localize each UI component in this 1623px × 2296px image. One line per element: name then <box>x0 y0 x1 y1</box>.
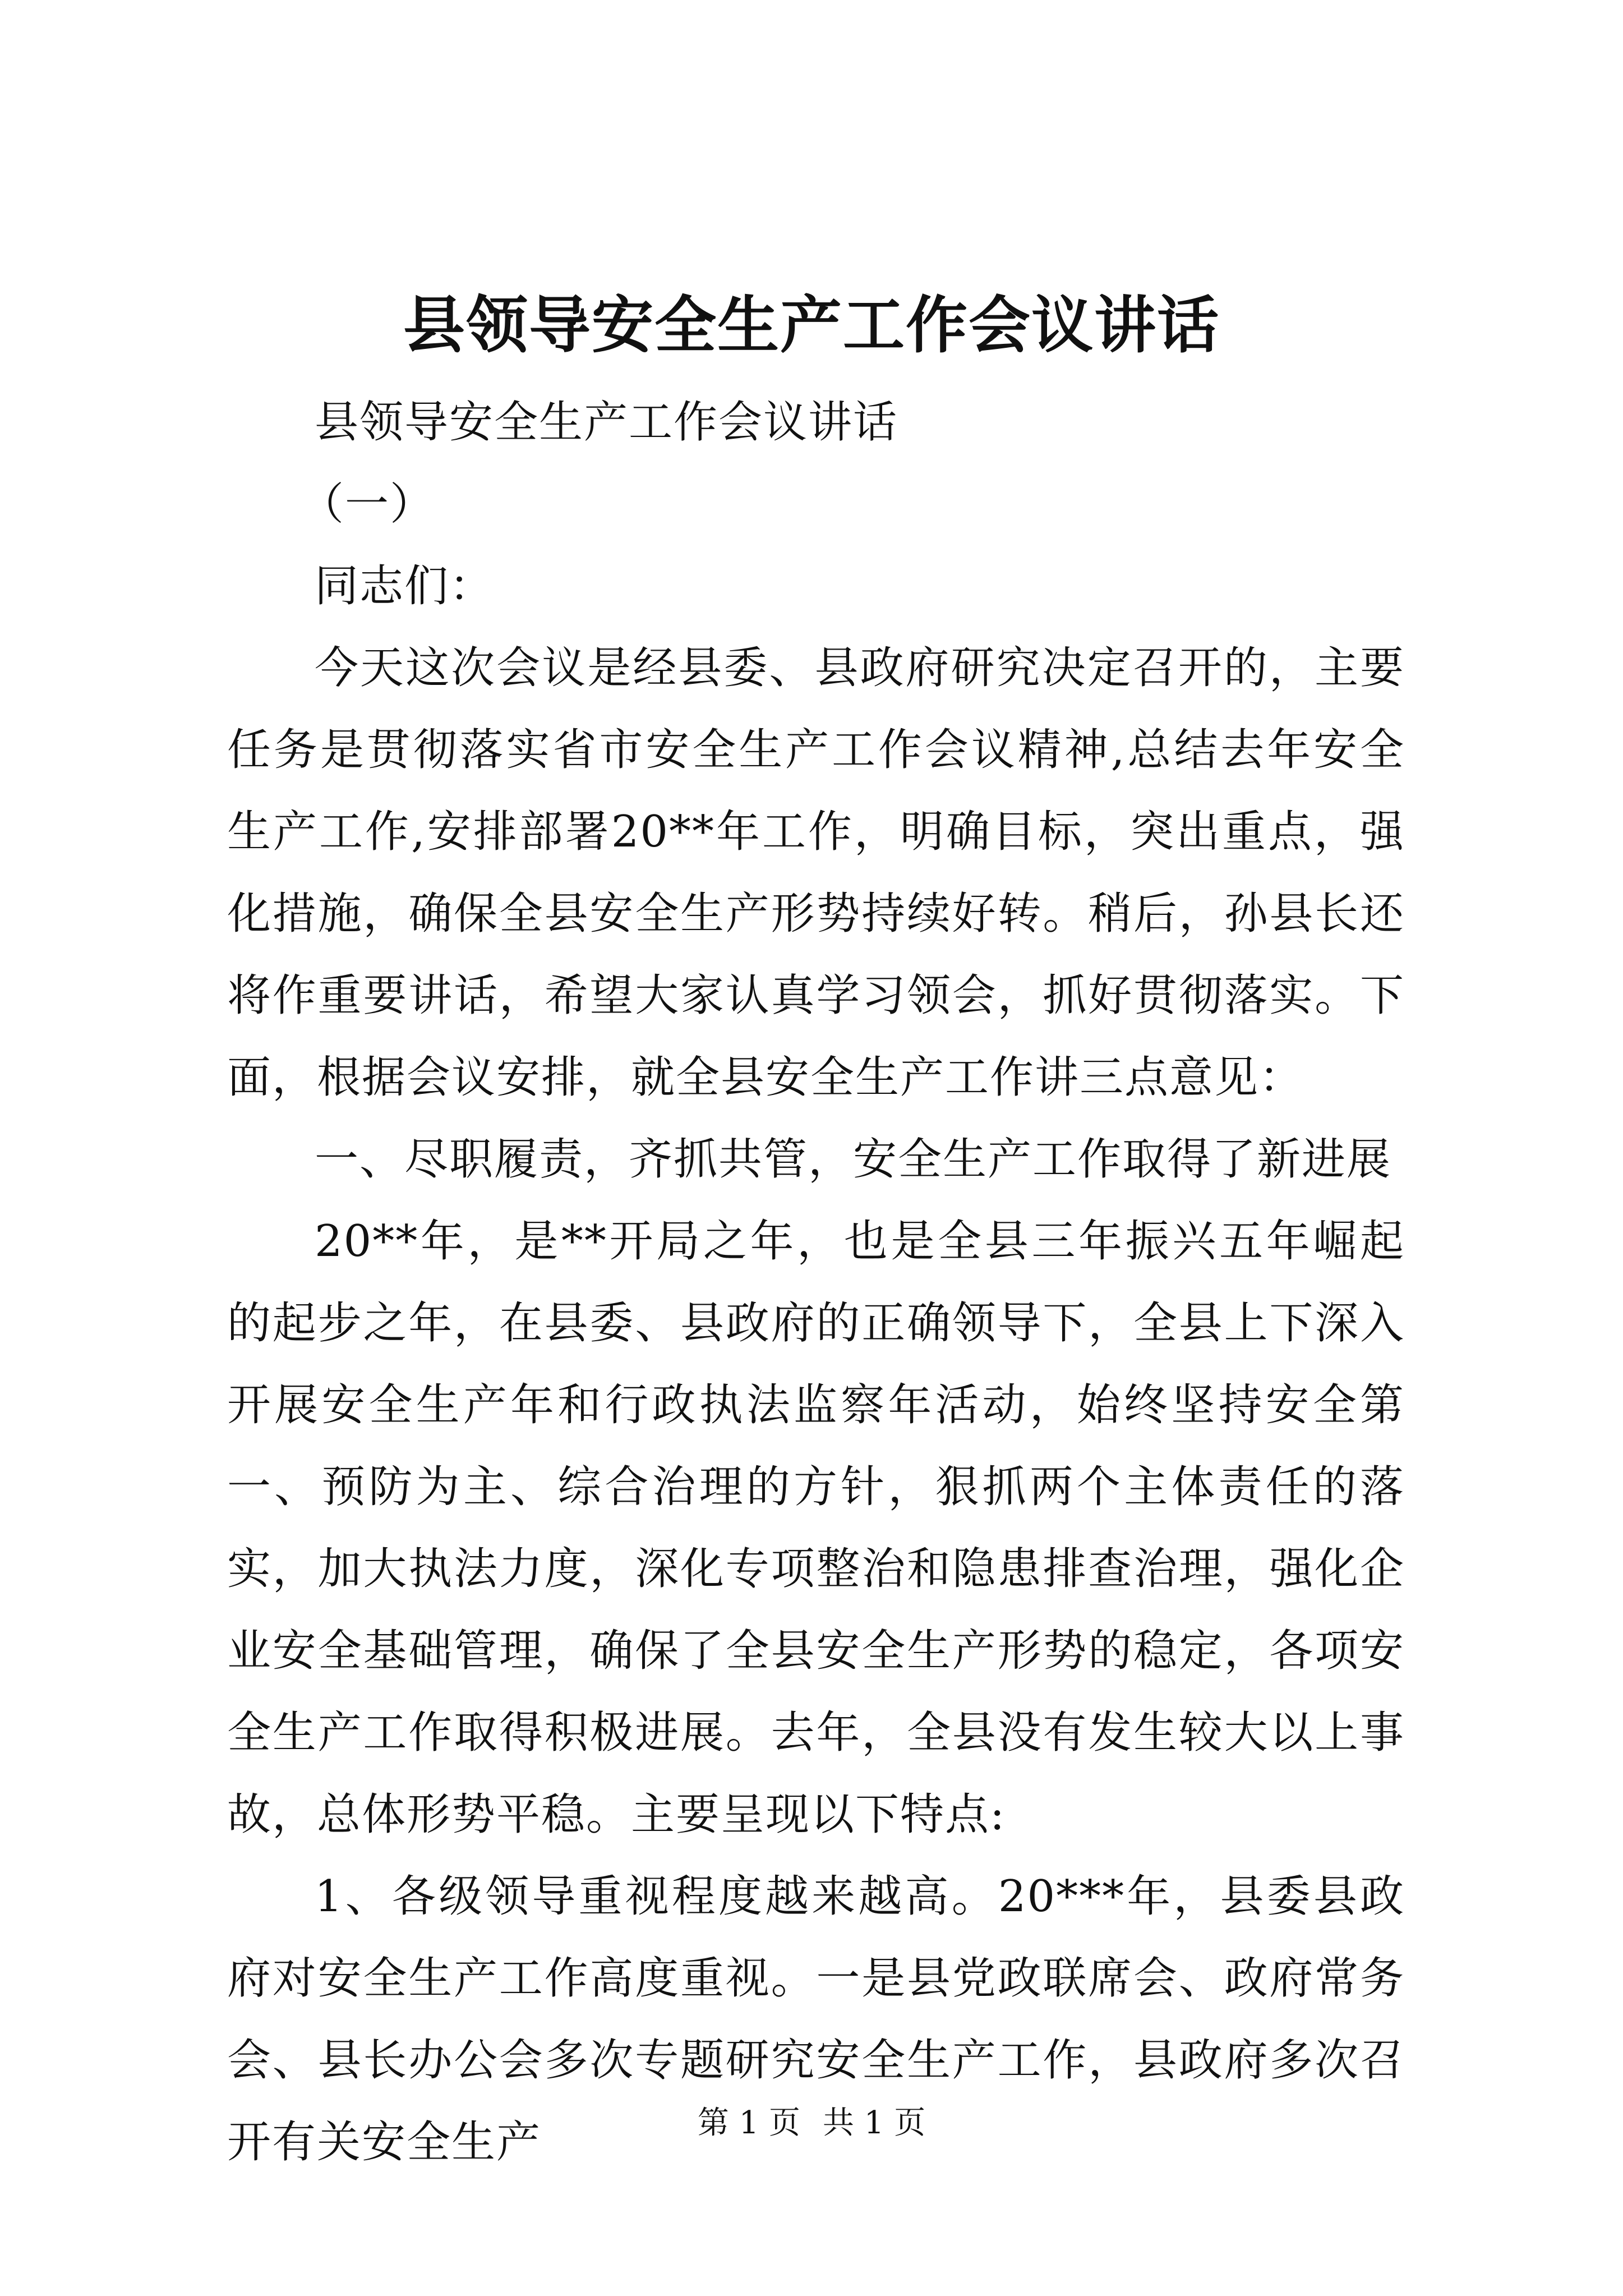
paragraph-point-1: 1、各级领导重视程度越来越高。20***年，县委县政府对安全生产工作高度重视。一是县党政联席会、政府常务会、县长办公会多次专题研究安全生产工作，县政府多次召开有关安全生产 <box>227 1871 1405 2168</box>
section-marker: （一） <box>300 479 435 530</box>
page-footer <box>0 2101 1623 2146</box>
page-number: 第 1 页 <box>697 2105 800 2141</box>
section-heading-1: 一、尽职履责，齐抓共管，安全生产工作取得了新进展 <box>315 1134 1392 1185</box>
subtitle-line: 县领导安全生产工作会议讲话 <box>315 397 898 448</box>
page-total: 共 1 页 <box>823 2105 926 2141</box>
salutation: 同志们： <box>315 561 495 611</box>
document-body <box>227 381 1405 2183</box>
paragraph-intro: 今天这次会议是经县委、县政府研究决定召开的，主要任务是贯彻落实省市安全生产工作会议精神,总结去年安全生产工作,安排部署20**年工作，明确目标，突出重点，强化措施，确保全县安全生产形势持续好转。稍后，孙县长还将作重要讲话，希望大家认真学习领会，抓好贯彻落实。下面，根据会议安排，就全县安全生产工作讲三点意见： <box>227 643 1405 1103</box>
paragraph-progress: 20**年，是**开局之年，也是全县三年振兴五年崛起的起步之年，在县委、县政府的正确领导下，全县上下深入开展安全生产年和行政执法监察年活动，始终坚持安全第一、预防为主、综合治理的方针，狠抓两个主体责任的落实，加大执法力度，深化专项整治和隐患排查治理，强化企业安全基础管理，确保了全县安全生产形势的稳定，各项安全生产工作取得积极进展。去年，全县没有发生较大以上事故，总体形势平稳。主要呈现以下特点: <box>227 1216 1405 1840</box>
document-title: 县领导安全生产工作会议讲话 <box>403 289 1220 361</box>
